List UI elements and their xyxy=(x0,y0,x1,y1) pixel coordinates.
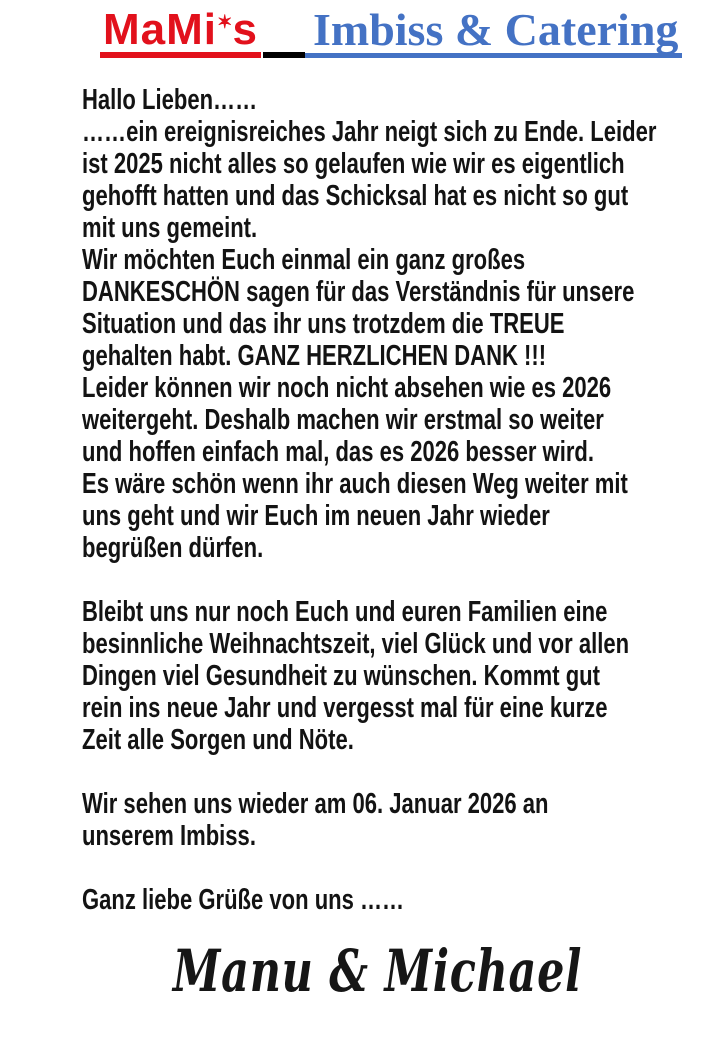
brand-red-suffix: s xyxy=(232,4,258,54)
text-line: begrüßen dürfen. xyxy=(82,532,264,564)
text-line: besinnliche Weihnachtszeit, viel Glück und vor allen xyxy=(82,628,630,660)
letter-text-column xyxy=(82,84,667,916)
signature: Manu & Michael xyxy=(173,937,583,1005)
text-line: DANKESCHÖN sagen für das Verständnis für unsere xyxy=(82,276,635,308)
text-line: gehofft hatten und das Schicksal hat es nicht so gut xyxy=(82,180,629,212)
signature-row xyxy=(0,938,720,1005)
text-line: und hoffen einfach mal, das es 2026 besser wird. xyxy=(82,436,594,468)
text-line: Ganz liebe Grüße von uns …… xyxy=(82,884,405,916)
text-line: weitergeht. Deshalb machen wir erstmal so weiter xyxy=(82,404,604,436)
text-line: Bleibt uns nur noch Euch und euren Familien eine xyxy=(82,596,608,628)
text-line: gehalten habt. GANZ HERZLICHEN DANK !!! xyxy=(82,340,547,372)
text-line: Wir sehen uns wieder am 06. Januar 2026 an xyxy=(82,788,549,820)
text-line: rein ins neue Jahr und vergesst mal für eine kurze xyxy=(82,692,608,724)
star-apostrophe-icon: ✶ xyxy=(217,11,233,33)
text-line: ist 2025 nicht alles so gelaufen wie wir es eigentlich xyxy=(82,148,625,180)
letter-body xyxy=(82,84,662,916)
brand-name-red xyxy=(100,4,261,58)
brand-header xyxy=(100,4,682,58)
text-line: unserem Imbiss. xyxy=(82,820,256,852)
text-line: Es wäre schön wenn ihr auch diesen Weg weiter mit xyxy=(82,468,628,500)
paragraph-closing xyxy=(82,884,667,916)
brand-name-blue: Imbiss & Catering xyxy=(305,8,682,58)
paragraph-wishes xyxy=(82,596,667,756)
text-line: uns geht und wir Euch im neuen Jahr wieder xyxy=(82,500,550,532)
text-line: Dingen viel Gesundheit zu wünschen. Kommt gut xyxy=(82,660,600,692)
text-line: Zeit alle Sorgen und Nöte. xyxy=(82,724,354,756)
paragraph-reopening xyxy=(82,788,667,852)
brand-red-prefix: MaMi xyxy=(103,4,217,54)
paragraph-greeting xyxy=(82,84,667,564)
text-line: ……ein ereignisreiches Jahr neigt sich zu Ende. Leider xyxy=(82,116,657,148)
text-line: mit uns gemeint. xyxy=(82,212,258,244)
text-line: Wir möchten Euch einmal ein ganz großes xyxy=(82,244,526,276)
text-line: Leider können wir noch nicht absehen wie es 2026 xyxy=(82,372,612,404)
text-line: Hallo Lieben…… xyxy=(82,84,258,116)
brand-connector-underline xyxy=(263,52,305,58)
text-line: Situation und das ihr uns trotzdem die TREUE xyxy=(82,308,565,340)
